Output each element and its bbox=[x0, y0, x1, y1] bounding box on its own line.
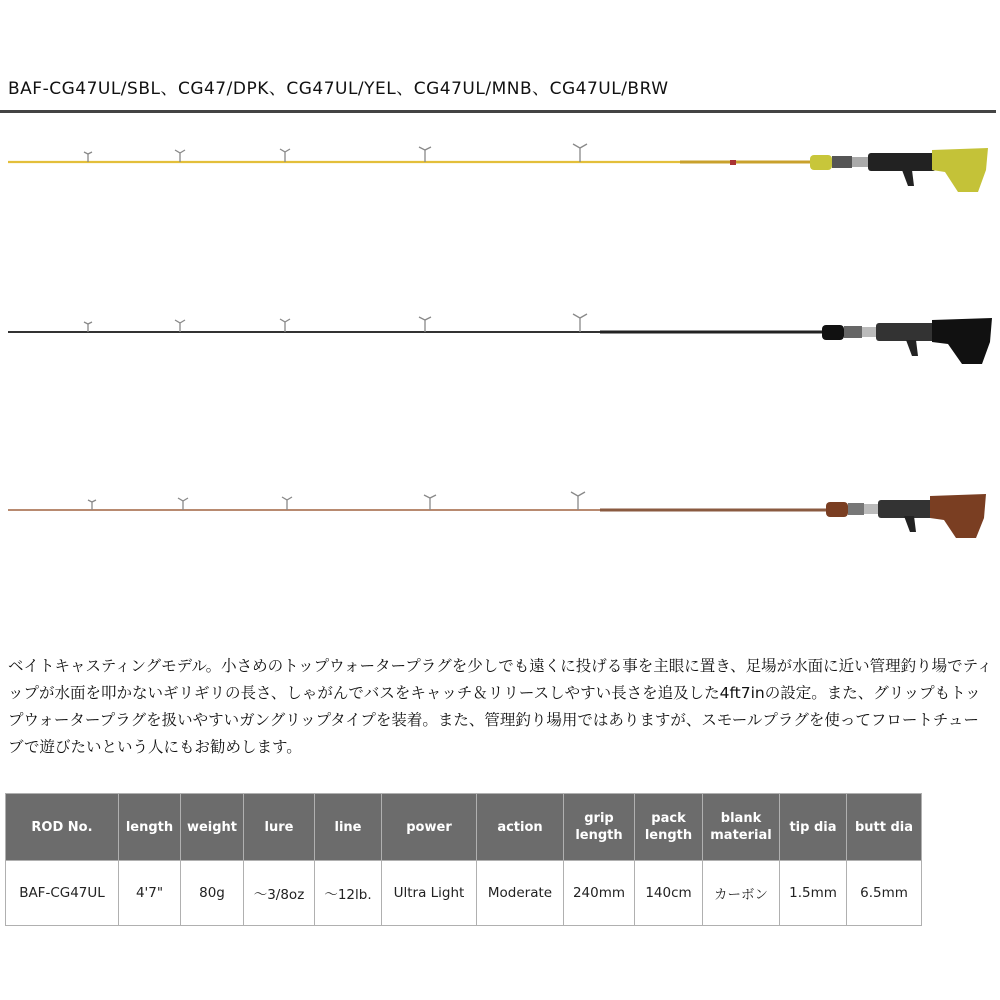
rod-black-image bbox=[8, 314, 992, 364]
header-action: action bbox=[477, 794, 564, 861]
title-divider bbox=[0, 110, 996, 113]
spec-header-row bbox=[6, 794, 922, 861]
header-rod-no: ROD No. bbox=[6, 794, 119, 861]
product-description: ベイトキャスティングモデル。小さめのトップウォータープラグを少しでも遠くに投げる事を主眼に置き、足場が水面に近い管理釣り場でティップが水面を叩かないギリギリの長さ、しゃがんでバスをキャッチ＆リリースしやすい長さを追及した4ft7inの設定。また、グリップもトップウォータープラグを扱いやすいガングリップタイプを装着。また、管理釣り場用ではありますが、スモールプラグを使ってフロートチューブで遊びたいという人にもお勧めします。 bbox=[8, 657, 993, 756]
header-butt-dia: butt dia bbox=[847, 794, 922, 861]
header-lure: lure bbox=[244, 794, 315, 861]
cell-lure: ～3/8oz bbox=[244, 861, 315, 926]
cell-pack-length: 140cm bbox=[635, 861, 703, 926]
rod-yellow-image bbox=[8, 144, 988, 192]
cell-blank-material: カーボン bbox=[703, 861, 780, 926]
header-line: line bbox=[315, 794, 382, 861]
rod-brown-image bbox=[8, 492, 986, 538]
cell-action: Moderate bbox=[477, 861, 564, 926]
header-weight: weight bbox=[181, 794, 244, 861]
product-title: BAF-CG47UL/SBL、CG47/DPK、CG47UL/YEL、CG47UL/MNB、CG47UL/BRW bbox=[8, 79, 669, 99]
cell-tip-dia: 1.5mm bbox=[780, 861, 847, 926]
header-length: length bbox=[119, 794, 181, 861]
cell-length: 4'7" bbox=[119, 861, 181, 926]
header-power: power bbox=[382, 794, 477, 861]
cell-line: ～12lb. bbox=[315, 861, 382, 926]
header-grip-length: grip length bbox=[564, 794, 635, 861]
rod-illustrations bbox=[0, 120, 1000, 540]
cell-grip-length: 240mm bbox=[564, 861, 635, 926]
header-pack-length: pack length bbox=[635, 794, 703, 861]
cell-weight: 80g bbox=[181, 861, 244, 926]
header-tip-dia: tip dia bbox=[780, 794, 847, 861]
cell-power: Ultra Light bbox=[382, 861, 477, 926]
spec-table bbox=[5, 793, 922, 926]
cell-rod-no: BAF-CG47UL bbox=[6, 861, 119, 926]
cell-butt-dia: 6.5mm bbox=[847, 861, 922, 926]
header-blank-material: blank material bbox=[703, 794, 780, 861]
spec-row bbox=[6, 861, 922, 926]
